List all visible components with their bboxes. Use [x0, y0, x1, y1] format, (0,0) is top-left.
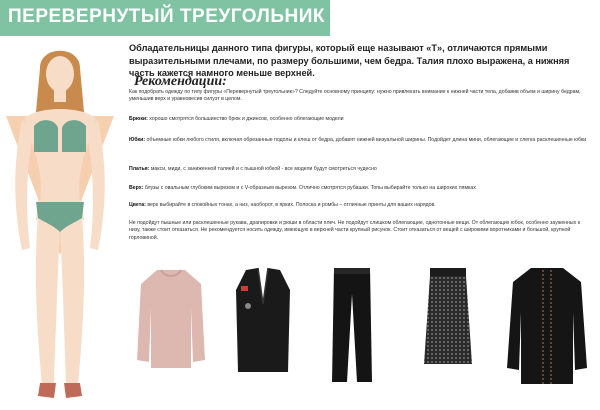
lace-skirt-image	[422, 264, 474, 368]
rec-label: Верх:	[129, 185, 144, 191]
title-bar	[0, 0, 330, 36]
rec-text: блузы с овальным глубоким вырезом и с V-образным вырезом. Отлично смотрятся рубашки. Топы выбирайте только на широких лямках	[144, 185, 476, 191]
bra-right	[62, 120, 86, 152]
rec-label: Платья:	[129, 166, 150, 172]
left-leg	[36, 215, 60, 385]
rec-item-trousers	[129, 116, 589, 123]
recommendations-title: Рекомендации:	[134, 74, 227, 89]
rec-label: Брюки:	[129, 116, 148, 122]
vest-image	[228, 264, 298, 374]
rec-text: хорошо смотрятся большинство брюк и джинсов, особенно облегающие модели	[149, 116, 344, 122]
coat-shape	[507, 268, 587, 384]
bra-left	[34, 120, 58, 152]
rec-text: верх выбирайте в спокойных тонах, а низ, наоборот, в ярких. Полоска и ромбы – отличные принты для ваших нарядов.	[147, 202, 436, 208]
lace-skirt-shape	[424, 276, 472, 364]
rec-text: объемные юбки любого стиля, включая обрезанные подолы и клеш от бедра, добавят нижней визуальной ширины. Подойдет длина мини, облегающие и слегка расклешенные юбки	[146, 137, 587, 143]
rec-text: макси, миди, с заниженной талией и с пышной юбкой - все модели будут смотреться чудесно	[150, 166, 377, 172]
avoid-text: Не подойдут пышные или расклешенные рукава, драпировки и рюши в области плеч. Не подойдут слишком облегающие, однотонные вещи. От облегающих юбок, особенно зауженных к низу, также стоит отказаться. Не рекомендуется носить одежду, имеющую в верхней части крупный рисунок. Стоит отказаться от вещей с широкими воротниками и большой, крупной горловиной.	[129, 220, 580, 241]
right-leg	[60, 215, 84, 385]
rec-item-colors	[129, 202, 589, 209]
rec-item-dresses	[129, 166, 589, 173]
vest-brooch	[245, 303, 251, 309]
body-shape-illustration	[0, 40, 120, 405]
rec-label: Юбки:	[129, 137, 146, 143]
trousers-shape	[332, 268, 372, 382]
vest-shape	[236, 268, 290, 372]
trousers-image	[330, 264, 374, 386]
rec-item-skirts	[129, 137, 589, 144]
vest-label	[241, 286, 248, 291]
left-shoe	[38, 383, 56, 398]
sweater-image	[135, 264, 207, 374]
head	[46, 56, 74, 92]
right-shoe	[64, 383, 82, 398]
rec-label: Цвета:	[129, 202, 146, 208]
intro-text: Обладательницы данного типа фигуры, который еще называют «Т», отличаются прямыми выразительными плечами, по размеру большими, чем бедра. Талия плохо выражена, а нижняя часть кажется намного меньше верхней.	[129, 43, 570, 78]
page-title: ПЕРЕВЕРНУТЫЙ ТРЕУГОЛЬНИК	[8, 6, 325, 27]
coat-image	[505, 264, 589, 388]
rec-item-tops	[129, 185, 589, 192]
recommendations-lead: Как подобрать одежду по типу фигуры «Перевернутый треугольник»? Следуйте основному принципу: нужно привлекать внимание к нижней части тела, добавив объем и ширину бедрам, уменьшив верх и уравновесив силуэт в целом.	[129, 89, 581, 103]
sweater-shape	[137, 270, 205, 368]
